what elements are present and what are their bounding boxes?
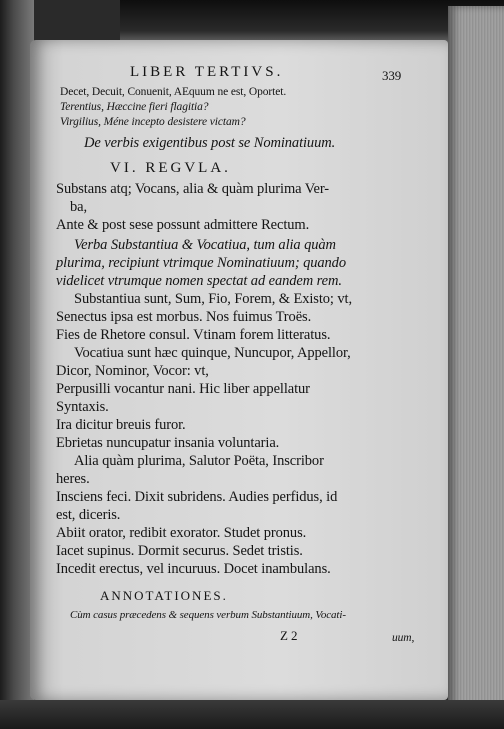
text-line: Vocatiua sunt hæc quinque, Nuncupor, Appellor, (74, 345, 351, 361)
text-line: plurima, recipiunt vtrimque Nominatiuum; quando (56, 255, 346, 271)
section-heading: De verbis exigentibus post se Nominatiuum. (84, 135, 336, 151)
text-line: Terentius, Hæccine fieri flagitia? (60, 101, 209, 113)
signature-mark: Z 2 (280, 628, 298, 643)
annotations-heading: ANNOTATIONES. (100, 588, 228, 603)
text-line: Ante & post sese possunt admittere Rectum. (56, 217, 310, 233)
text-line: heres. (56, 471, 90, 487)
page-block-edge (448, 6, 504, 729)
text-line: Perpusilli vocantur nani. Hic liber appellatur (56, 381, 310, 397)
text-line: Verba Substantiua & Vocatiua, tum alia quàm (74, 237, 336, 253)
text-line: ba, (70, 199, 88, 215)
rule-heading: VI. REGVLA. (110, 160, 231, 176)
facing-page-edge (0, 0, 34, 729)
text-line: Abiit orator, redibit exorator. Studet pronus. (56, 525, 307, 541)
text-line: Dicor, Nominor, Vocor: vt, (56, 363, 209, 379)
text-line: Decet, Decuit, Conuenit, AEquum ne est, Oportet. (60, 86, 287, 98)
catchword: uum, (392, 632, 415, 644)
text-line: Iacet supinus. Dormit securus. Sedet tristis. (56, 543, 303, 559)
text-line: Substantiua sunt, Sum, Fio, Forem, & Existo; vt, (74, 291, 352, 307)
table-shadow (0, 700, 504, 729)
book-top-shadow (120, 0, 504, 44)
running-head-title: LIBER TERTIVS. (130, 64, 284, 80)
text-line: Virgilius, Méne incepto desistere victam? (60, 116, 246, 128)
page-number: 339 (382, 68, 402, 83)
text-line: est, diceris. (56, 507, 121, 523)
text-line: Ebrietas nuncupatur insania voluntaria. (56, 435, 280, 451)
text-line: Substans atq; Vocans, alia & quàm plurima Ver- (56, 181, 329, 197)
text-line: Alia quàm plurima, Salutor Poëta, Inscribor (74, 453, 324, 469)
text-line: Ira dicitur breuis furor. (56, 417, 186, 433)
text-line: Fies de Rhetore consul. Vtinam forem litteratus. (56, 327, 331, 343)
text-line: Cùm casus præcedens & sequens verbum Substantiuum, Vocati- (70, 609, 346, 621)
book-page (30, 40, 448, 700)
text-line: Insciens feci. Dixit subridens. Audies perfidus, id (56, 489, 338, 505)
text-line: Incedit erectus, vel incuruus. Docet inambulans. (56, 561, 331, 577)
text-line: videlicet vtrumque nomen spectat ad eandem rem. (56, 273, 342, 289)
text-line: Senectus ipsa est morbus. Nos fuimus Troës. (56, 309, 312, 325)
text-line: Syntaxis. (56, 399, 109, 415)
